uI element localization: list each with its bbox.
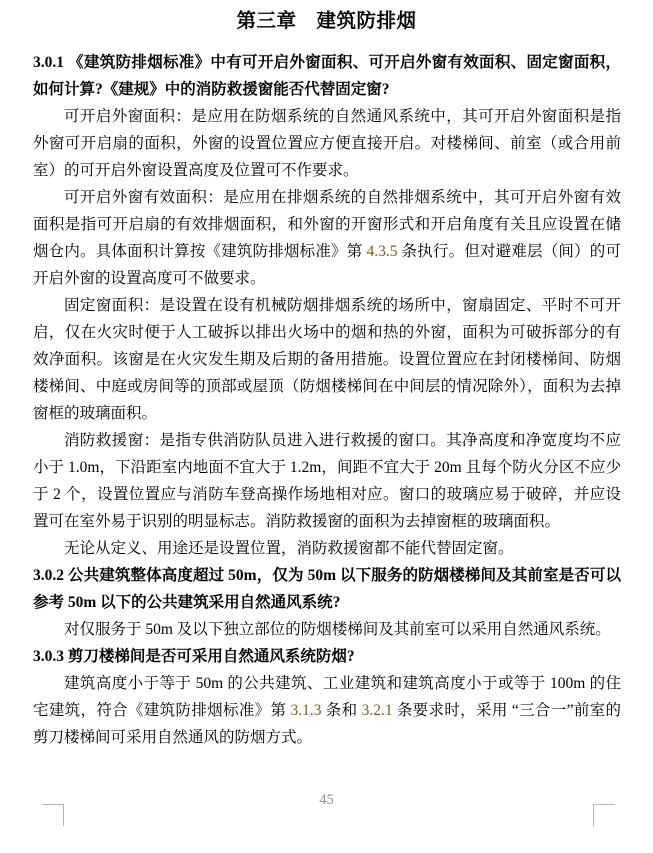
body-paragraph: [33, 103, 621, 184]
text-run: 固定窗面积：是设置在设有机械防烟排烟系统的场所中，窗扇固定、平时不可开启，仅在火灾时便于人工破拆以排出火场中的烟和热的外窗，面积为可破拆部分的有效净面积。该窗是在火灾发生期及后期的备用措施。设置位置应在封闭楼梯间、防烟楼梯间、中庭或房间等的顶部或屋顶（防烟楼梯间在中间层的情况除外），面积为去掉窗框的玻璃面积。: [33, 297, 621, 422]
text-run: 无论从定义、用途还是设置位置，消防救援窗都不能代替固定窗。: [64, 540, 514, 557]
clause-reference-link[interactable]: 3.2.1: [361, 702, 393, 719]
crop-mark-bottom-right: [593, 804, 615, 826]
question-paragraph: [33, 49, 621, 103]
body-paragraph: [33, 670, 621, 751]
text-run: 条和: [321, 702, 362, 719]
document-body: [33, 49, 621, 751]
body-paragraph: [33, 535, 621, 562]
text-run: 可开启外窗有效面积：是应用在排烟系统的自然排烟系统中，其可开启外窗有效面积是指可开启扇的有效排烟面积，和外窗的开窗形式和开启角度有关且应设置在储烟仓内。具体面积计算按《建筑防排烟标准》第: [33, 189, 621, 260]
text-run: 可开启外窗面积：是应用在防烟系统的自然通风系统中，其可开启外窗面积是指外窗可开启扇的面积，外窗的设置位置应方便直接开启。对楼梯间、前室（或合用前室）的可开启外窗设置高度及位置可不作要求。: [33, 108, 621, 179]
question-paragraph: [33, 643, 621, 670]
text-run: 消防救援窗：是指专供消防队员进入进行救援的窗口。其净高度和净宽度均不应小于 1.0m，下沿距室内地面不宜大于 1.2m，间距不宜大于 20m 且每个防火分区不应少于 2 个，设置位置应与消防车登高操作场地相对应。窗口的玻璃应易于破碎，并应设置可在室外易于识别的明显标志。消防救援窗的面积为去掉窗框的玻璃面积。: [33, 432, 621, 530]
text-run: 条要求时，采用 “三合一”前室的剪刀楼梯间可采用自然通风的防烟方式。: [33, 702, 621, 746]
text-run: 3.0.2 公共建筑整体高度超过 50m，仅为 50m 以下服务的防烟楼梯间及其前室是否可以参考 50m 以下的公共建筑采用自然通风系统?: [33, 567, 621, 611]
question-paragraph: [33, 562, 621, 616]
text-run: 3.0.3 剪刀楼梯间是否可采用自然通风系统防烟?: [33, 648, 355, 665]
text-run: 3.0.1 《建筑防排烟标准》中有可开启外窗面积、可开启外窗有效面积、固定窗面积，如何计算?《建规》中的消防救援窗能否代替固定窗?: [33, 54, 621, 98]
chapter-title: 第三章 建筑防排烟: [236, 11, 417, 32]
clause-reference-link[interactable]: 3.1.3: [290, 702, 322, 719]
page-number: 45: [319, 792, 334, 808]
body-paragraph: [33, 184, 621, 292]
text-run: 对仅服务于 50m 及以下独立部位的防烟楼梯间及其前室可以采用自然通风系统。: [64, 621, 611, 638]
text-run: 建筑高度小于等于 50m 的公共建筑、工业建筑和建筑高度小于或等于 100m 的住宅建筑，符合《建筑防排烟标准》第: [33, 675, 621, 719]
body-paragraph: [33, 616, 621, 643]
body-paragraph: [33, 292, 621, 427]
body-paragraph: [33, 427, 621, 535]
clause-reference-link[interactable]: 4.3.5: [366, 243, 398, 260]
crop-mark-bottom-left: [42, 804, 64, 826]
text-run: 条执行。但对避难层（间）的可开启外窗的设置高度可不做要求。: [33, 243, 621, 287]
